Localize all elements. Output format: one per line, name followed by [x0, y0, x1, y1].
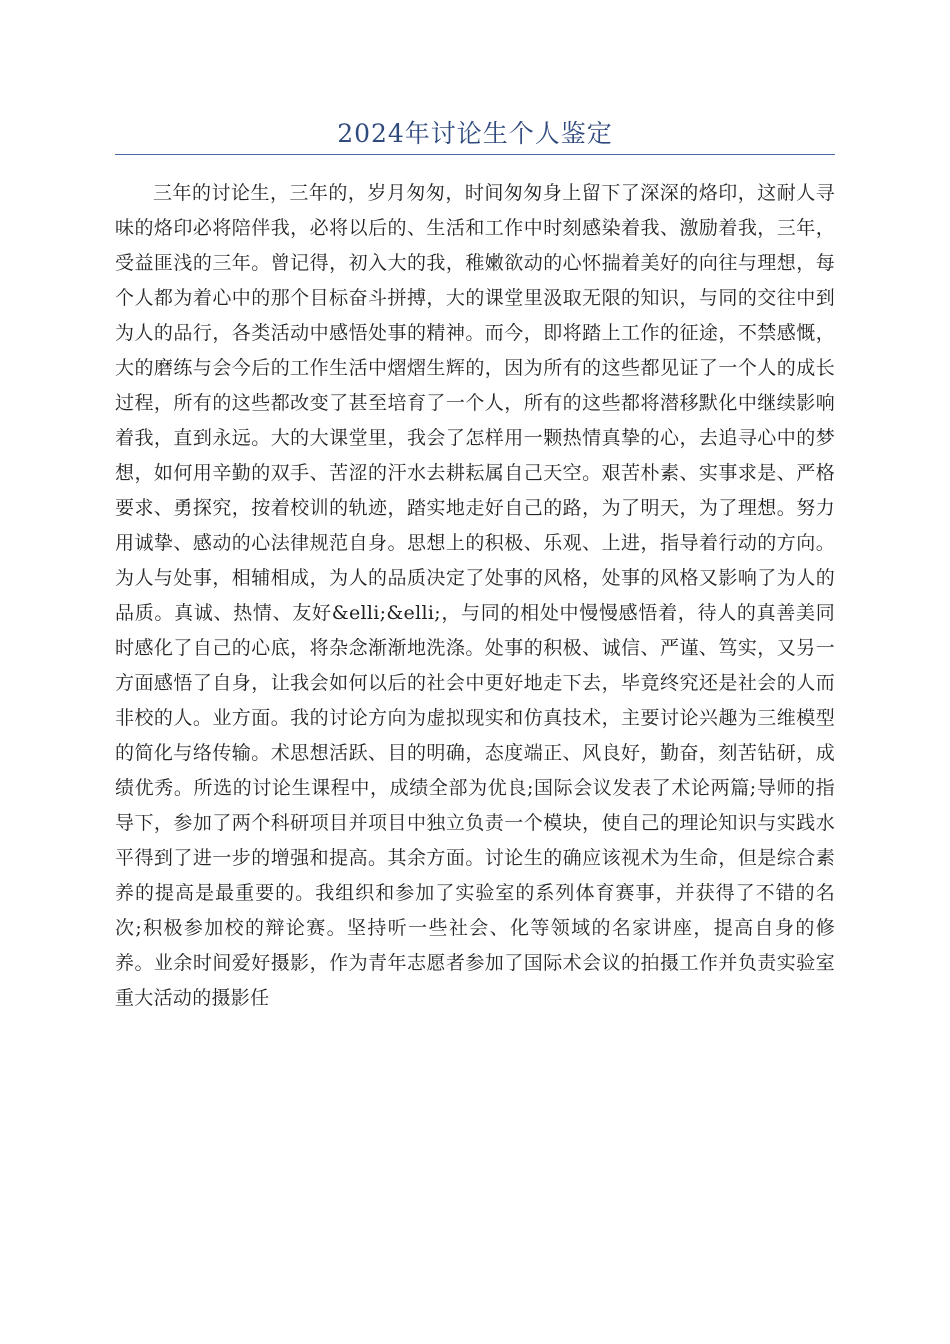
title-underline	[115, 154, 835, 155]
document-title: 2024年讨论生个人鉴定	[337, 119, 613, 148]
body-paragraph: 三年的讨论生，三年的，岁月匆匆，时间匆匆身上留下了深深的烙印，这耐人寻味的烙印必将陪伴我，必将以后的、生活和工作中时刻感染着我、激励着我，三年，受益匪浅的三年。曾记得，初入大的我，稚嫩欲动的心怀揣着美好的向往与理想，每个人都为着心中的那个目标奋斗拼搏，大的课堂里汲取无限的知识，与同的交往中到为人的品行，各类活动中感悟处事的精神。而今，即将踏上工作的征途，不禁感慨，大的磨练与会今后的工作生活中熠熠生辉的，因为所有的这些都见证了一个人的成长过程，所有的这些都改变了甚至培育了一个人，所有的这些都将潜移默化中继续影响着我，直到永远。大的大课堂里，我会了怎样用一颗热情真挚的心，去追寻心中的梦想，如何用辛勤的双手、苦涩的汗水去耕耘属自己天空。艰苦朴素、实事求是、严格要求、勇探究，按着校训的轨迹，踏实地走好自己的路，为了明天，为了理想。努力用诚挚、感动的心法律规范自身。思想上的积极、乐观、上进，指导着行动的方向。为人与处事，相辅相成，为人的品质决定了处事的风格，处事的风格又影响了为人的品质。真诚、热情、友好&elli;&elli;，与同的相处中慢慢感悟着，待人的真善美同时感化了自己的心底，将杂念渐渐地洗涤。处事的积极、诚信、严谨、笃实，又另一方面感悟了自身，让我会如何以后的社会中更好地走下去，毕竟终究还是社会的人而非校的人。业方面。我的讨论方向为虚拟现实和仿真技术，主要讨论兴趣为三维模型的简化与络传输。术思想活跃、目的明确，态度端正、风良好，勤奋，刻苦钻研，成绩优秀。所选的讨论生课程中，成绩全部为优良;国际会议发表了术论两篇;导师的指导下，参加了两个科研项目并项目中独立负责一个模块，使自己的理论知识与实践水平得到了进一步的增强和提高。其余方面。讨论生的确应该视术为生命，但是综合素养的提高是最重要的。我组织和参加了实验室的系列体育赛事，并获得了不错的名次;积极参加校的辩论赛。坚持听一些社会、化等领域的名家讲座，提高自身的修养。业余时间爱好摄影，作为青年志愿者参加了国际术会议的拍摄工作并负责实验室重大活动的摄影任	[115, 182, 835, 1009]
